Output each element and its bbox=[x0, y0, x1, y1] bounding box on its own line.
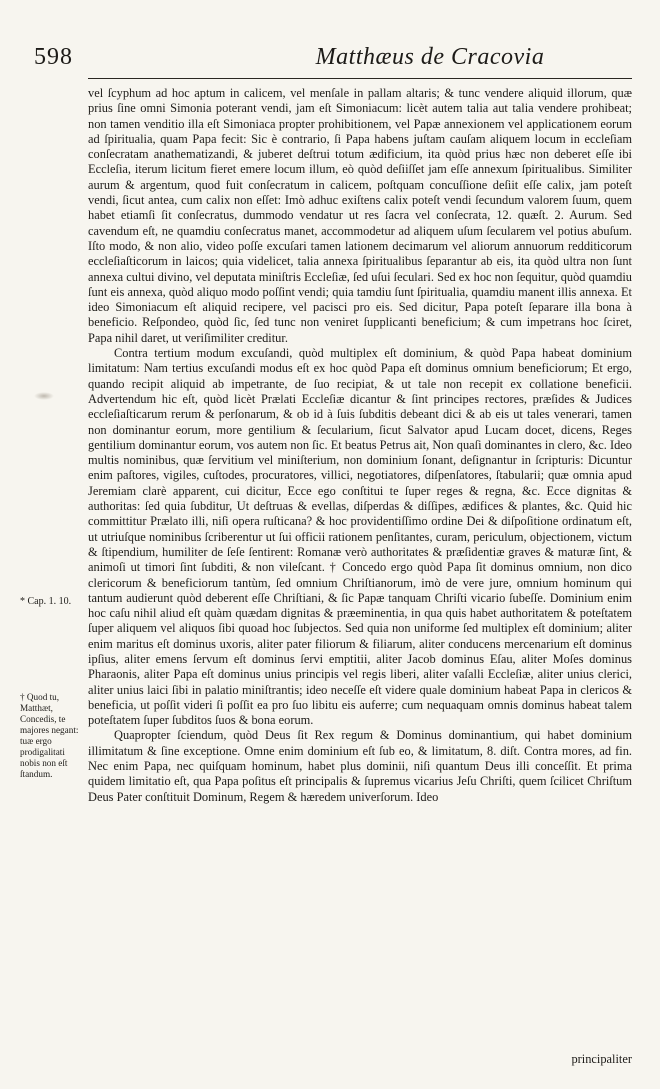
ink-smudge bbox=[34, 392, 54, 400]
paragraph-2: Contra tertium modum excuſandi, quòd multiplex eſt dominium, & quòd Papa habeat dominium limitatum: Nam tertius excuſandi modus eſt ex hoc quòd Papa eſt dominus omnium beneficiorum; Et ergo, quando recipit aliquid ab impetrante, de ſuo recipiat, & ut tale non recepit ex collatione beneficii. Advertendum hic eſt, quòd licèt Prælati Eccleſiæ dicantur & ſint principes rectores, præſides & Judices eccleſiaſticarum rerum & perſonarum, & ob id à ſuis ſubditis debeant dici & ab eis ut tales venerari, tamen non dominantur eorum, more gentilium & ſecularium, ſicut Salvator apud Lucam docet, dicens, Reges gentilium dominantur eorum, vos autem non ſic. Et beatus Petrus ait, Non quaſi dominantes in clero, &c. Ideo multis nominibus, quæ ſervitium vel miniſterium, non dominium ſonant, deſignantur in ſcripturis: Dicuntur enim paſtores, vigiles, cuſtodes, procuratores, villici, negotiatores, diſpenſatores, ſtabularii; quæ omnia apud Jeremiam clarè apparent, cui dicitur, Ecce ego conſtitui te ſuper reges & regna, &c. Ecce dignitas & authoritas: ſed quia ſubditur, Ut deſtruas & evellas, diſperdas & diſſipes, ædifices & plantes, &c. Quid hic committitur Prælato illi, niſi opera ruſticana? & hoc providentiſſimo ordine Dei & diſpoſitione ordinatum eſt, ut utriuſque nominibus ſcriberentur ut ſui officii rationem penſitantes, curam, periculum, objectionem, victum & ſtipendium, humiliter de ſeſe ſentirent: Romanæ verò authoritates & præſidentiæ graves & maturæ ſint, & animoſi ut timori ſint ſubditi, & non vileſcant. † Concedo ergo quòd Papa ſit dominus omnium, non dico clericorum & beneficiorum tantùm, ſed omnium Chriſtianorum, imò de vere jure, omnium hominum qui tantum audierunt quòd deberent eſſe Chriſtiani, & ſic Papæ tanquam Chriſti vicario ſubeſſe. Dominium enim hoc caſu nihil aliud eſt quàm quædam dignitas & præeminentia, in qua quis habet authoritatem & poteſtatem ſuper aliquem vel aliquos ſibi quoad hoc ſubjectos. Sed quia non uniforme ſed multiplex eſt dominium; aliter enim maritus eſt dominus uxoris, aliter pater filiorum & filiarum, aliter conducens mercenarium eſt dominus ipſius, aliter emens ſervum eſt dominus ſervi emptitii, aliter Jacob dominus Eſau, aliter Moſes dominus Pharaonis, aliter Papa eſt dominus unius principis vel regis liberi, aliter vaſalli Eccleſiæ, aliter unius clerici, aliter unius laici ſibi in palatio miniſtrantis; ideo neceſſe eſt videre quale dominium habeat Papa in clericos & beneficia, ut poſſit videri ſi poſſit ea pro ſuo libitu eis auferre; cum nequaquam omnis dominus habeat talem poteſtatem ſuper ſubditos ſuos & bona eorum. bbox=[88, 346, 632, 728]
paragraph-1: vel ſcyphum ad hoc aptum in calicem, vel menſale in pallam altaris; & tunc vendere aliquid illorum, quæ prius ſine omni Simonia poterant vendi, jam eſt Simoniacum: licèt autem talia aut talia vendere prohibeat; non tamen venditio illa eſt Simoniaca propter prohibitionem, vel Papæ annexionem vel applicationem eorum ad ſpiritualia, quam Papa fecit: Sic è contrario, ſi Papa habens juſtam cauſam aliquem locum in eccleſiam conſecratam anathematizandi, & juberet deſtrui totum ædificium, ita quòd prius hæc non deberet eſſe ibi Eccleſia, iterum licitum fieret emere locum illum, eò quòd deſiiſſet jam eſſe annexum ſpiritualibus. Similiter aurum & argentum, quod fuit conſecratum in calicem, poſtquam concuſſione deſiit eſſe calix, jam poteſt vendi, ſicut antea, cum calix non eſſet: Imò adhuc exiſtens calix poteſt vendi ſecundum valorem ſuum, quem habet etiamſi ſit conſecratus, dummodo vendatur ut res ſacra vel conſecrata, 12. quæſt. 2. Aurum. Sed cavendum eſt, ne quamdiu conſecratus manet, accommodetur ad aliquem uſum ſecularem vel potius abuſum. Iſto modo, & non alio, video poſſe excuſari tamen lationem decimarum vel aliorum annuorum redditicorum eccleſiaſticorum in laicos; quia videlicet, talia annexa ſpiritualibus ſeparantur ab eis, ita quòd ultra non ſunt annexa cultui divino, vel deputata miniſtris Eccleſiæ, ſed uſui ſeculari. Sed ex hoc non ſequitur, quòd quamdiu ſunt eis annexa, quòd aliquo modo poſſint vendi; quia tamdiu ſunt ſpiritualia, quamdiu manent illis annexa. Et ideo Simoniacum eſt aliquid recipere, vel pacisci pro eis. Sed dicitur, Papa poteſt ſeparare illa bona à beneficio. Reſpondeo, quòd ſic, ſed tunc non veniret ſupplicanti beneficium; & cum impetrans hoc ſciret, Papa nihil daret, ut veriſimiliter creditur. bbox=[88, 86, 632, 345]
catchword: principaliter bbox=[571, 1052, 632, 1066]
sidenote-quod: † Quod tu, Matthæt, Concedis, te majores negant: tuæ ergo prodigalitati nobis non eſt ſtandum. bbox=[20, 692, 79, 779]
sidenote-cap: * Cap. 1. 10. bbox=[20, 596, 72, 607]
paragraph-3: Quapropter ſciendum, quòd Deus ſit Rex regum & Dominus dominantium, qui habet dominium illimitatum & ſine exceptione. Omne enim dominium eſt ſub eo, & limitatum, 8. diſt. Contra mores, ad fin. Nec enim Papa, nec quiſquam hominum, habet plus dominii, niſi quantum Deus illi conceſſit. Et prima quidem limitatio eſt, qua Papa poſitus eſt principalis & ſupremus vicarius Jeſu Chriſti, quem ſcilicet Chriſtum Deus Pater conſtituit Dominum, Regem & hæredem univerſorum. Ideo bbox=[88, 728, 632, 804]
running-title: Matthæus de Cracovia bbox=[315, 44, 545, 70]
page-number: 598 bbox=[34, 44, 73, 70]
main-text bbox=[88, 86, 632, 805]
header-rule bbox=[88, 78, 632, 79]
